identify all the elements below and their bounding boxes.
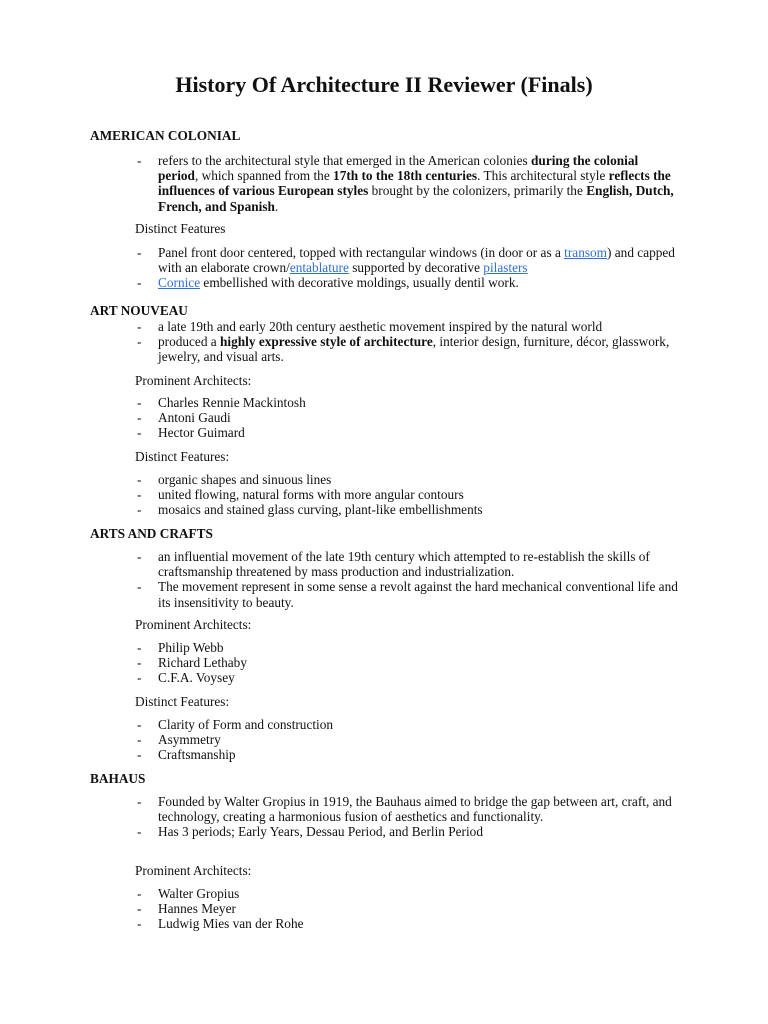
art-nouveau-features-label: Distinct Features: — [135, 449, 230, 464]
bahaus-list — [0, 794, 768, 840]
arts-and-crafts-features-list — [0, 717, 768, 763]
list-item: - C.F.A. Voysey — [137, 670, 235, 686]
art-nouveau-architects-label: Prominent Architects: — [135, 373, 252, 388]
heading-art-nouveau: ART NOUVEAU — [90, 303, 188, 318]
american-colonial-definition-list — [0, 153, 768, 214]
list-item: - refers to the architectural style that emerged in the American colonies during the colonial period, which spanned from the 17th to the 18th centuries. This architectural style reflects the influences of various European styles brought by the colonizers, primarily the English, Dutch, French, and Spanish. — [137, 153, 674, 214]
arts-and-crafts-features-label: Distinct Features: — [135, 694, 230, 709]
arts-and-crafts-architects-list — [0, 640, 768, 686]
list-item: - organic shapes and sinuous lines — [137, 472, 332, 487]
art-nouveau-list — [0, 319, 768, 365]
transom-link[interactable]: transom — [564, 245, 608, 260]
list-item: - Hannes Meyer — [137, 901, 236, 917]
list-item: - Philip Webb — [137, 640, 224, 655]
list-item: - The movement represent in some sense a revolt against the hard mechanical conventional life and its insensitivity to beauty. — [137, 579, 678, 610]
list-item: - Richard Lethaby — [137, 655, 247, 671]
bahaus-architects-label: Prominent Architects: — [135, 863, 252, 878]
arts-and-crafts-list — [0, 549, 768, 610]
bahaus-architects-list — [0, 886, 768, 932]
list-item: - Walter Gropius — [137, 886, 240, 901]
list-item: - Antoni Gaudi — [137, 410, 231, 426]
heading-american-colonial: AMERICAN COLONIAL — [90, 128, 241, 143]
entablature-link[interactable]: entablature — [289, 260, 349, 276]
art-nouveau-features-list — [0, 472, 768, 518]
cornice-link[interactable]: Cornice — [158, 275, 201, 291]
list-item: - produced a highly expressive style of architecture, interior design, furniture, décor, glasswork, jewelry, and visual arts. — [137, 334, 670, 365]
list-item: - a late 19th and early 20th century aesthetic movement inspired by the natural world — [137, 319, 603, 334]
art-nouveau-architects-list — [0, 395, 768, 441]
list-item: - Clarity of Form and construction — [137, 717, 334, 732]
list-item: - Asymmetry — [137, 732, 221, 748]
list-item: - Panel front door centered, topped with rectangular windows (in door or as a transom) and capped with an elaborate crown/entablature supported by decorative pilasters — [137, 245, 675, 276]
list-item: - Founded by Walter Gropius in 1919, the Bauhaus aimed to bridge the gap between art, craft, and technology, creating a harmonious fusion of aesthetics and functionality. — [137, 794, 672, 825]
list-item: - Hector Guimard — [137, 425, 245, 441]
heading-bahaus: BAHAUS — [90, 771, 146, 786]
list-item: - Charles Rennie Mackintosh — [137, 395, 306, 410]
list-item: - Has 3 periods; Early Years, Dessau Period, and Berlin Period — [137, 824, 483, 840]
list-item: - an influential movement of the late 19th century which attempted to re-establish the skills of craftsmanship threatened by mass production and industrialization. — [137, 549, 650, 580]
document-title: History Of Architecture II Reviewer (Finals) — [175, 72, 593, 97]
arts-and-crafts-architects-label: Prominent Architects: — [135, 617, 252, 632]
american-colonial-features-label: Distinct Features — [135, 221, 226, 236]
list-item: - united flowing, natural forms with more angular contours — [137, 487, 464, 503]
list-item: - Cornice embellished with decorative moldings, usually dentil work. — [137, 275, 519, 291]
heading-arts-and-crafts: ARTS AND CRAFTS — [90, 526, 213, 541]
pilasters-link[interactable]: pilasters — [483, 260, 528, 276]
american-colonial-features-list — [0, 245, 768, 291]
list-item: - mosaics and stained glass curving, plant-like embellishments — [137, 502, 483, 518]
list-item: - Craftsmanship — [137, 747, 236, 763]
list-item: - Ludwig Mies van der Rohe — [137, 916, 304, 932]
